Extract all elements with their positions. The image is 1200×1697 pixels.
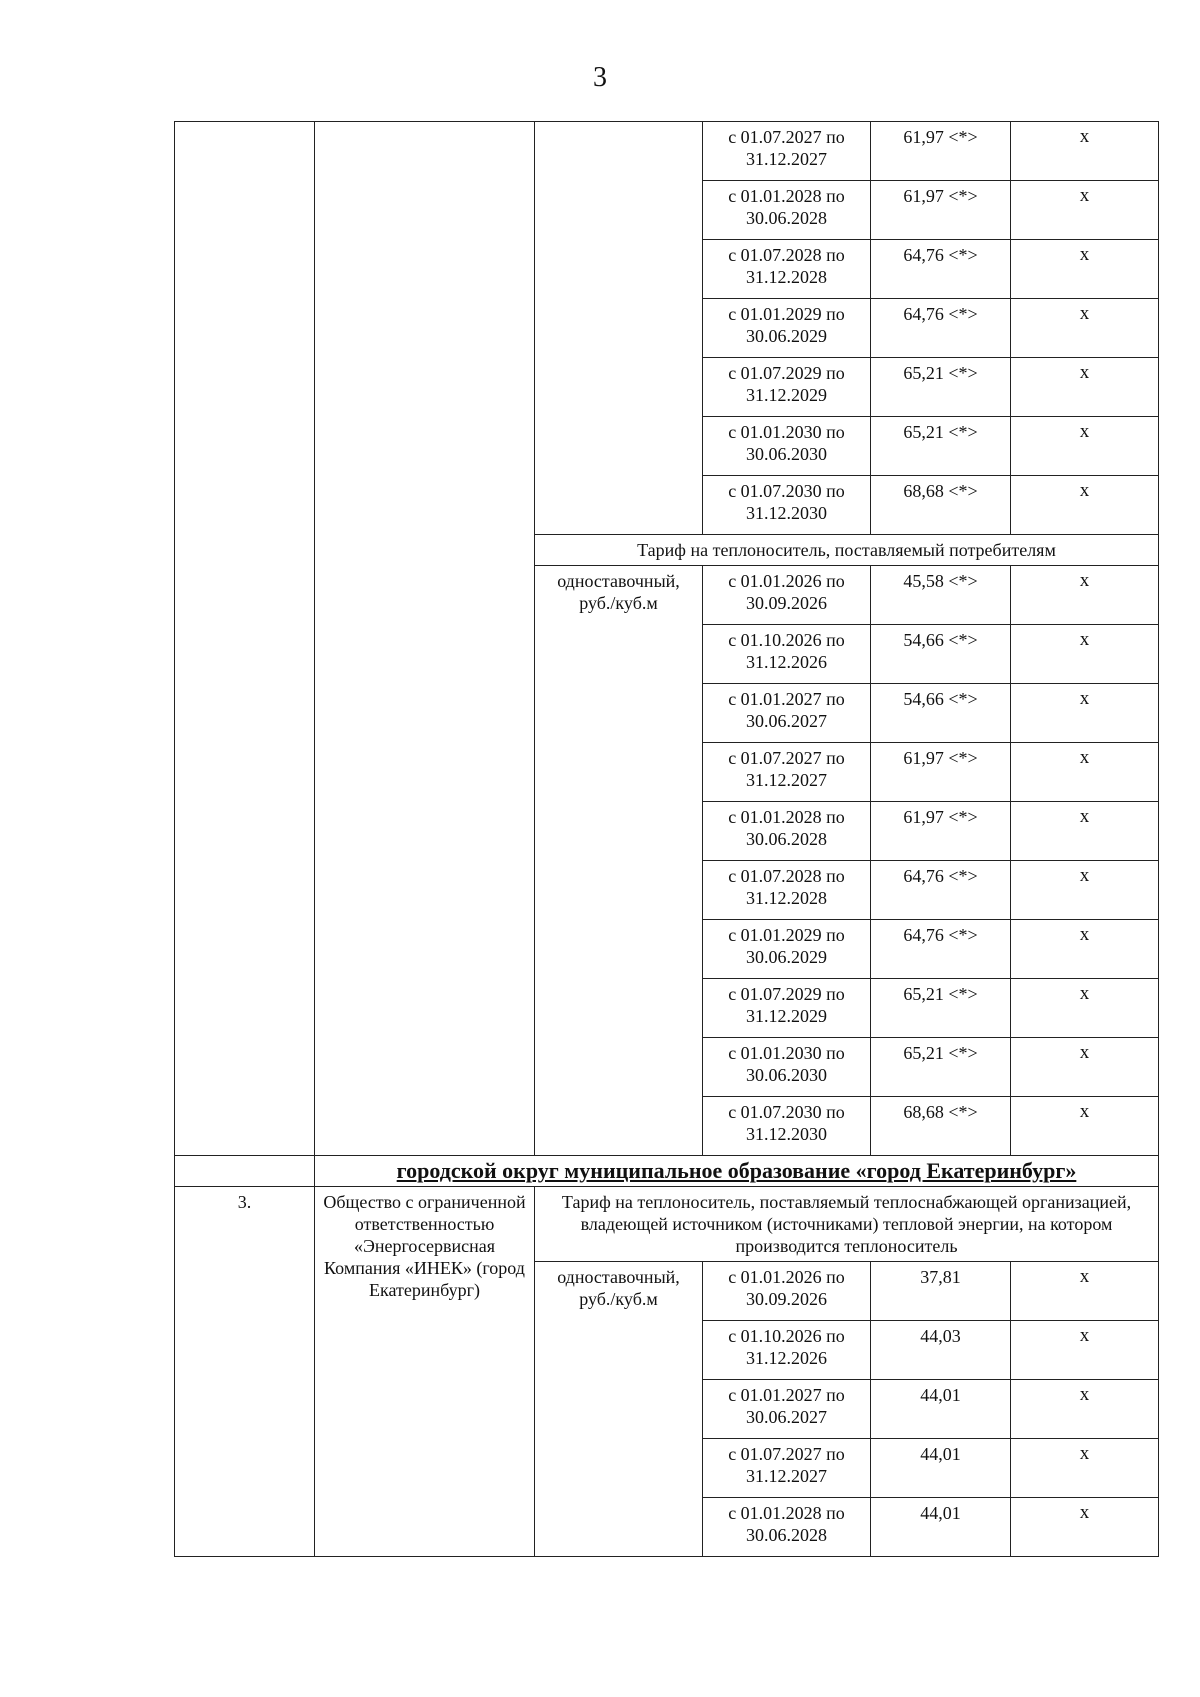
mark-cell: х bbox=[1011, 743, 1159, 802]
period-cell: с 01.01.2026 по 30.09.2026 bbox=[703, 566, 871, 625]
mark-cell: х bbox=[1011, 625, 1159, 684]
value-cell: 68,68 <*> bbox=[871, 476, 1011, 535]
mark-cell: х bbox=[1011, 240, 1159, 299]
value-cell: 37,81 bbox=[871, 1262, 1011, 1321]
table-row bbox=[175, 122, 1159, 181]
period-cell: с 01.07.2029 по 31.12.2029 bbox=[703, 979, 871, 1038]
table-row bbox=[175, 1187, 1159, 1262]
value-cell: 44,01 bbox=[871, 1380, 1011, 1439]
mark-cell: х bbox=[1011, 417, 1159, 476]
period-cell: с 01.10.2026 по 31.12.2026 bbox=[703, 625, 871, 684]
period-cell: с 01.07.2030 по 31.12.2030 bbox=[703, 1097, 871, 1156]
mark-cell: х bbox=[1011, 861, 1159, 920]
period-cell: с 01.10.2026 по 31.12.2026 bbox=[703, 1321, 871, 1380]
value-cell: 44,01 bbox=[871, 1498, 1011, 1557]
value-cell: 64,76 <*> bbox=[871, 920, 1011, 979]
rate-type-cell bbox=[535, 122, 703, 535]
tariff-heading: Тариф на теплоноситель, поставляемый потребителям bbox=[535, 535, 1159, 566]
period-cell: с 01.01.2027 по 30.06.2027 bbox=[703, 684, 871, 743]
value-cell: 61,97 <*> bbox=[871, 743, 1011, 802]
value-cell: 68,68 <*> bbox=[871, 1097, 1011, 1156]
page-number: 3 bbox=[593, 62, 607, 93]
tariff-heading: Тариф на теплоноситель, поставляемый теплоснабжающей организацией, владеющей источником (источниками) тепловой энергии, на котором производится теплоноситель bbox=[535, 1187, 1159, 1262]
organization-cell bbox=[315, 122, 535, 1156]
value-cell: 61,97 <*> bbox=[871, 181, 1011, 240]
value-cell: 64,76 <*> bbox=[871, 299, 1011, 358]
mark-cell: х bbox=[1011, 122, 1159, 181]
value-cell: 64,76 <*> bbox=[871, 861, 1011, 920]
mark-cell: х bbox=[1011, 476, 1159, 535]
mark-cell: х bbox=[1011, 1380, 1159, 1439]
period-cell: с 01.07.2027 по 31.12.2027 bbox=[703, 122, 871, 181]
mark-cell: х bbox=[1011, 1097, 1159, 1156]
mark-cell: х bbox=[1011, 1498, 1159, 1557]
period-cell: с 01.07.2029 по 31.12.2029 bbox=[703, 358, 871, 417]
mark-cell: х bbox=[1011, 566, 1159, 625]
mark-cell: х bbox=[1011, 684, 1159, 743]
value-cell: 61,97 <*> bbox=[871, 122, 1011, 181]
rate-type-cell: одноставочный, руб./куб.м bbox=[535, 1262, 703, 1557]
period-cell: с 01.01.2029 по 30.06.2029 bbox=[703, 920, 871, 979]
mark-cell: х bbox=[1011, 802, 1159, 861]
value-cell: 64,76 <*> bbox=[871, 240, 1011, 299]
tariff-table bbox=[174, 121, 1159, 1557]
period-cell: с 01.01.2030 по 30.06.2030 bbox=[703, 1038, 871, 1097]
number-cell bbox=[175, 122, 315, 1156]
row-number: 3. bbox=[175, 1187, 315, 1557]
value-cell: 65,21 <*> bbox=[871, 358, 1011, 417]
period-cell: с 01.01.2027 по 30.06.2027 bbox=[703, 1380, 871, 1439]
period-cell: с 01.01.2029 по 30.06.2029 bbox=[703, 299, 871, 358]
value-cell: 65,21 <*> bbox=[871, 417, 1011, 476]
value-cell: 45,58 <*> bbox=[871, 566, 1011, 625]
mark-cell: х bbox=[1011, 1262, 1159, 1321]
mark-cell: х bbox=[1011, 1038, 1159, 1097]
value-cell: 54,66 <*> bbox=[871, 684, 1011, 743]
value-cell: 44,01 bbox=[871, 1439, 1011, 1498]
mark-cell: х bbox=[1011, 1439, 1159, 1498]
period-cell: с 01.07.2027 по 31.12.2027 bbox=[703, 1439, 871, 1498]
municipality-heading: городской округ муниципальное образование «город Екатеринбург» bbox=[315, 1156, 1159, 1187]
mark-cell: х bbox=[1011, 299, 1159, 358]
mark-cell: х bbox=[1011, 979, 1159, 1038]
table-row bbox=[175, 1156, 1159, 1187]
value-cell: 54,66 <*> bbox=[871, 625, 1011, 684]
mark-cell: х bbox=[1011, 181, 1159, 240]
rate-type-cell: одноставочный, руб./куб.м bbox=[535, 566, 703, 1156]
period-cell: с 01.07.2028 по 31.12.2028 bbox=[703, 861, 871, 920]
period-cell: с 01.01.2026 по 30.09.2026 bbox=[703, 1262, 871, 1321]
value-cell: 61,97 <*> bbox=[871, 802, 1011, 861]
value-cell: 65,21 <*> bbox=[871, 1038, 1011, 1097]
value-cell: 44,03 bbox=[871, 1321, 1011, 1380]
period-cell: с 01.01.2028 по 30.06.2028 bbox=[703, 802, 871, 861]
period-cell: с 01.07.2030 по 31.12.2030 bbox=[703, 476, 871, 535]
period-cell: с 01.07.2028 по 31.12.2028 bbox=[703, 240, 871, 299]
number-cell bbox=[175, 1156, 315, 1187]
period-cell: с 01.01.2028 по 30.06.2028 bbox=[703, 181, 871, 240]
period-cell: с 01.01.2028 по 30.06.2028 bbox=[703, 1498, 871, 1557]
value-cell: 65,21 <*> bbox=[871, 979, 1011, 1038]
period-cell: с 01.01.2030 по 30.06.2030 bbox=[703, 417, 871, 476]
mark-cell: х bbox=[1011, 358, 1159, 417]
period-cell: с 01.07.2027 по 31.12.2027 bbox=[703, 743, 871, 802]
mark-cell: х bbox=[1011, 1321, 1159, 1380]
mark-cell: х bbox=[1011, 920, 1159, 979]
organization-name: Общество с ограниченной ответственностью «Энергосервисная Компания «ИНЕК» (город Екатеринбург) bbox=[315, 1187, 535, 1557]
